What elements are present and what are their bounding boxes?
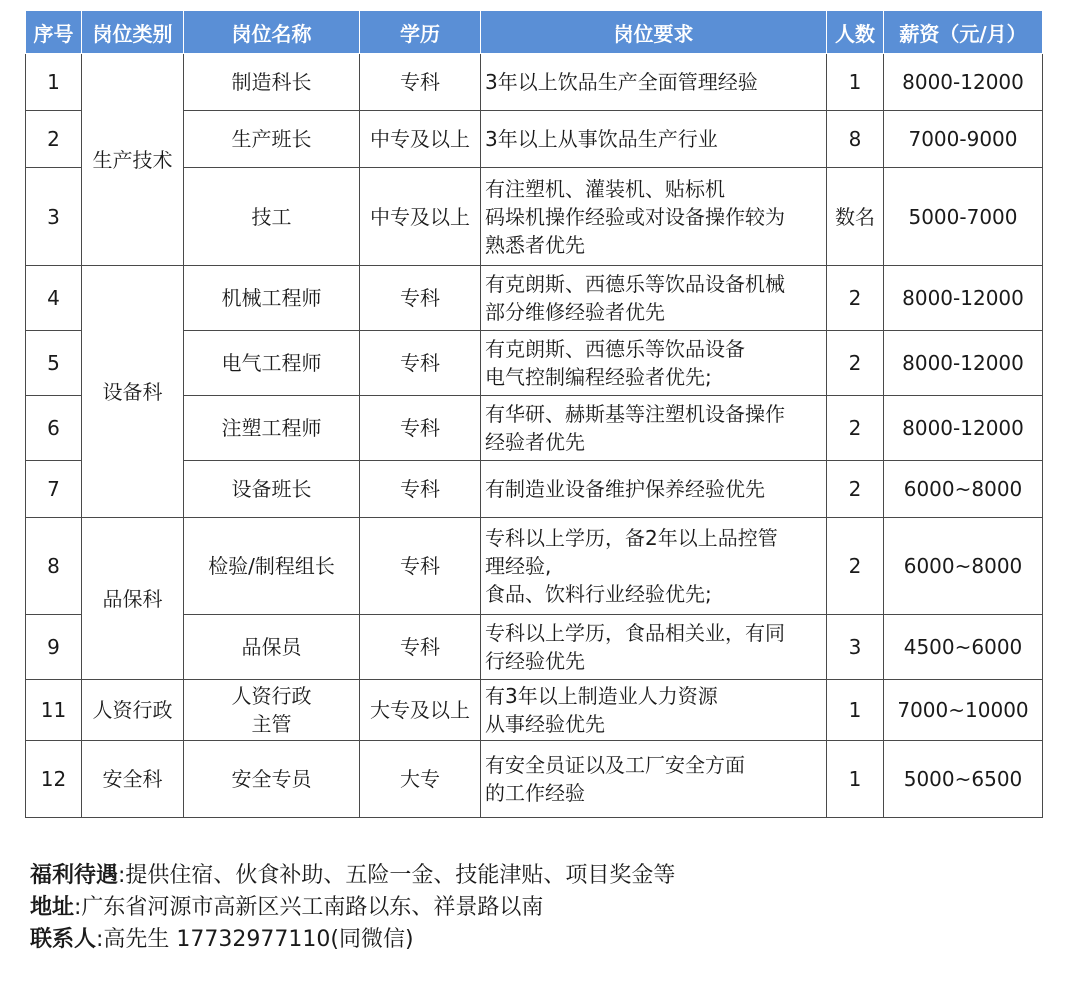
benefits-label: 福利待遇 xyxy=(30,863,119,888)
cell-title: 检验/制程组长 xyxy=(184,518,360,615)
title-line: 人资行政 xyxy=(231,684,312,708)
table-row xyxy=(26,741,1043,818)
cell-education: 大专 xyxy=(360,741,481,818)
cell-count: 1 xyxy=(827,680,884,741)
cell-requirements xyxy=(481,518,827,615)
cell-category: 生产技术 xyxy=(82,54,184,266)
requirement-line: 有制造业设备维护保养经验优先 xyxy=(485,477,765,501)
cell-title: 制造科长 xyxy=(184,54,360,111)
cell-education: 大专及以上 xyxy=(360,680,481,741)
requirement-line: 专科以上学历，食品相关业，有同 xyxy=(485,621,785,645)
cell-education: 专科 xyxy=(360,331,481,396)
cell-count: 1 xyxy=(827,741,884,818)
requirement-line: 部分维修经验者优先 xyxy=(485,300,665,324)
cell-category: 安全科 xyxy=(82,741,184,818)
header-requirements: 岗位要求 xyxy=(481,11,827,54)
requirement-line: 行经验优先 xyxy=(485,649,585,673)
cell-no: 2 xyxy=(26,111,82,168)
cell-salary: 7000-9000 xyxy=(884,111,1043,168)
cell-requirements xyxy=(481,54,827,111)
benefits-text: :提供住宿、伙食补助、五险一金、技能津贴、项目奖金等 xyxy=(118,863,676,888)
benefits-line xyxy=(30,860,675,892)
cell-requirements xyxy=(481,680,827,741)
cell-salary: 8000-12000 xyxy=(884,266,1043,331)
cell-education: 专科 xyxy=(360,518,481,615)
cell-salary: 5000~6500 xyxy=(884,741,1043,818)
cell-no: 9 xyxy=(26,615,82,680)
cell-title: 设备班长 xyxy=(184,461,360,518)
table-row xyxy=(26,680,1043,741)
cell-no: 7 xyxy=(26,461,82,518)
cell-no: 12 xyxy=(26,741,82,818)
address-text: :广东省河源市高新区兴工南路以东、祥景路以南 xyxy=(74,895,544,920)
cell-title: 电气工程师 xyxy=(184,331,360,396)
cell-count: 2 xyxy=(827,461,884,518)
cell-category: 设备科 xyxy=(82,266,184,518)
cell-education: 专科 xyxy=(360,461,481,518)
requirement-line: 有注塑机、灌装机、贴标机 xyxy=(485,176,725,201)
cell-count: 2 xyxy=(827,518,884,615)
cell-salary: 4500~6000 xyxy=(884,615,1043,680)
cell-count: 2 xyxy=(827,331,884,396)
cell-requirements xyxy=(481,396,827,461)
header-title: 岗位名称 xyxy=(184,11,360,54)
cell-no: 4 xyxy=(26,266,82,331)
requirement-line: 3年以上从事饮品生产行业 xyxy=(485,127,718,151)
cell-education: 专科 xyxy=(360,396,481,461)
header-salary: 薪资（元/月） xyxy=(884,11,1043,54)
cell-education: 专科 xyxy=(360,266,481,331)
cell-count: 数名 xyxy=(827,168,884,266)
cell-requirements xyxy=(481,111,827,168)
requirement-line: 熟悉者优先 xyxy=(485,232,585,257)
cell-requirements xyxy=(481,331,827,396)
cell-salary: 8000-12000 xyxy=(884,396,1043,461)
cell-count: 1 xyxy=(827,54,884,111)
requirement-line: 的工作经验 xyxy=(485,781,585,805)
cell-salary: 6000~8000 xyxy=(884,461,1043,518)
requirement-line: 有克朗斯、西德乐等饮品设备 xyxy=(485,337,745,361)
requirement-line: 专科以上学历，备2年以上品控管 xyxy=(485,526,778,550)
requirement-line: 电气控制编程经验者优先; xyxy=(485,365,712,389)
address-label: 地址 xyxy=(30,895,75,920)
contact-text: :高先生 17732977110(同微信) xyxy=(96,927,414,952)
job-table xyxy=(25,10,1043,818)
requirement-line: 有3年以上制造业人力资源 xyxy=(485,684,718,708)
cell-no: 3 xyxy=(26,168,82,266)
cell-count: 8 xyxy=(827,111,884,168)
cell-education: 专科 xyxy=(360,54,481,111)
cell-category: 人资行政 xyxy=(82,680,184,741)
requirement-line: 从事经验优先 xyxy=(485,712,605,736)
cell-count: 2 xyxy=(827,396,884,461)
cell-no: 8 xyxy=(26,518,82,615)
cell-salary: 5000-7000 xyxy=(884,168,1043,266)
contact-label: 联系人 xyxy=(30,927,97,952)
requirement-line: 码垛机操作经验或对设备操作较为 xyxy=(485,204,785,229)
cell-salary: 8000-12000 xyxy=(884,54,1043,111)
cell-salary: 7000~10000 xyxy=(884,680,1043,741)
cell-title: 生产班长 xyxy=(184,111,360,168)
cell-category: 品保科 xyxy=(82,518,184,680)
cell-title: 注塑工程师 xyxy=(184,396,360,461)
cell-no: 5 xyxy=(26,331,82,396)
cell-no: 1 xyxy=(26,54,82,111)
cell-requirements xyxy=(481,266,827,331)
title-line: 主管 xyxy=(251,712,292,736)
cell-requirements xyxy=(481,168,827,266)
cell-education: 中专及以上 xyxy=(360,168,481,266)
cell-title: 安全专员 xyxy=(184,741,360,818)
header-education: 学历 xyxy=(360,11,481,54)
table-row xyxy=(26,54,1043,111)
header-count: 人数 xyxy=(827,11,884,54)
requirement-line: 3年以上饮品生产全面管理经验 xyxy=(485,70,758,94)
requirement-line: 理经验, xyxy=(485,554,552,578)
cell-title: 技工 xyxy=(184,168,360,266)
table-row xyxy=(26,266,1043,331)
cell-requirements xyxy=(481,741,827,818)
requirement-line: 有安全员证以及工厂安全方面 xyxy=(485,753,745,777)
cell-no: 6 xyxy=(26,396,82,461)
cell-title: 机械工程师 xyxy=(184,266,360,331)
requirement-line: 有华研、赫斯基等注塑机设备操作 xyxy=(485,402,785,426)
cell-requirements xyxy=(481,461,827,518)
cell-education: 专科 xyxy=(360,615,481,680)
footer-info xyxy=(30,860,675,956)
cell-requirements xyxy=(481,615,827,680)
cell-salary: 8000-12000 xyxy=(884,331,1043,396)
cell-title xyxy=(184,680,360,741)
cell-count: 3 xyxy=(827,615,884,680)
contact-line xyxy=(30,924,675,956)
address-line xyxy=(30,892,675,924)
cell-education: 中专及以上 xyxy=(360,111,481,168)
header-no: 序号 xyxy=(26,11,82,54)
requirement-line: 有克朗斯、西德乐等饮品设备机械 xyxy=(485,272,785,296)
table-header-row xyxy=(26,11,1043,54)
cell-title: 品保员 xyxy=(184,615,360,680)
cell-no: 11 xyxy=(26,680,82,741)
table-row xyxy=(26,518,1043,615)
cell-salary: 6000~8000 xyxy=(884,518,1043,615)
cell-count: 2 xyxy=(827,266,884,331)
header-category: 岗位类别 xyxy=(82,11,184,54)
requirement-line: 经验者优先 xyxy=(485,430,585,454)
requirement-line: 食品、饮料行业经验优先; xyxy=(485,582,712,606)
